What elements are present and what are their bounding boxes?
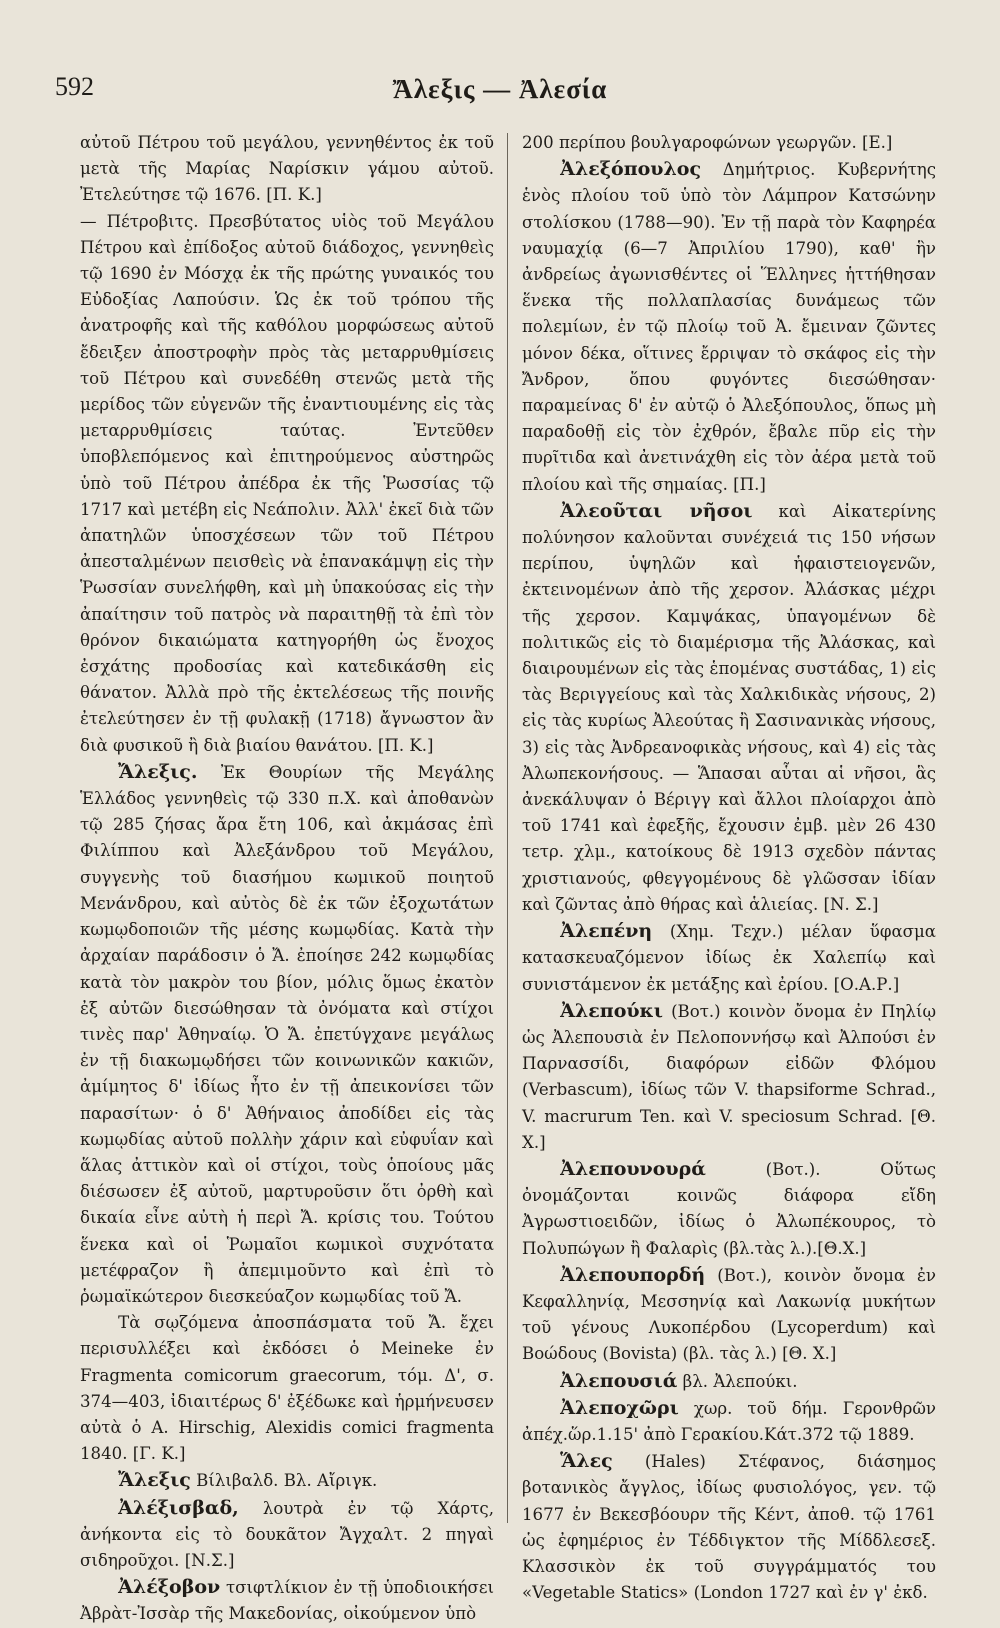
entry-text: αὐτοῦ Πέτρου τοῦ μεγάλου, γεννηθέντος ἐκ τοῦ μετὰ τῆς Μαρίας Ναρίσκιν γάμου αὐτοῦ. Ἐτελεύτησε τῷ 1676. [Π. Κ.]: [80, 133, 494, 205]
entry-headword: Ἀλεπουπορδή: [560, 1263, 706, 1286]
dictionary-entry: [522, 130, 936, 156]
dictionary-entry: [522, 1156, 936, 1262]
entry-text: — Πέτροβιτς. Πρεσβύτατος υἱὸς τοῦ Μεγάλου Πέτρου καὶ ἐπίδοξος αὐτοῦ διάδοχος, γεννηθεὶς τῷ 1690 ἐν Μόσχᾳ ἐκ τῆς πρώτης γυναικός του Εὐδοξίας Λαπούσιν. Ὡς ἐκ τοῦ τρόπου τῆς ἀνατροφῆς καὶ τῆς καθόλου μορφώσεως αὐτοῦ ἔδειξεν ἀποστροφὴν πρὸς τὰς μεταρρυθμίσεις τοῦ Πέτρου καὶ συνεδέθη στενῶς μετὰ τῆς μερίδος τῶν εὐγενῶν τῆς ἐναντιουμένης εἰς τὰς μεταρρυθμίσεις ταύτας. Ἐντεῦθεν ὑποβλεπόμενος καὶ ἐπιτηρούμενος αὐστηρῶς ὑπὸ τοῦ Πέτρου ἀπέδρα ἐκ τῆς Ῥωσσίας τῷ 1717 καὶ μετέβη εἰς Νεάπολιν. Ἀλλ' ἐκεῖ διὰ τῶν ἀπατηλῶν ὑποσχέσεων τῶν τοῦ Πέτρου ἀπεσταλμένων πεισθεὶς νὰ ἐπανακάμψῃ εἰς τὴν Ῥωσσίαν συνελήφθη, καὶ μὴ ὑπακούσας εἰς τὴν ἀπαίτησιν τοῦ πατρὸς νὰ παραιτηθῇ τὰ ἐπὶ τὸν θρόνον δικαιώματα κατηγορήθη ὡς ἔνοχος ἐσχάτης προδοσίας καὶ κατεδικάσθη εἰς θάνατον. Ἀλλὰ πρὸ τῆς ἐκτελέσεως τῆς ποινῆς ἐτελεύτησεν ἐν τῇ φυλακῇ (1718) ἄγνωστον ἂν διὰ φυσικοῦ ἢ διὰ βιαίου θανάτου. [Π. Κ.]: [80, 211, 494, 755]
dictionary-entry: [80, 130, 494, 209]
dictionary-entry: [80, 209, 494, 759]
entry-headword: Ἀλέξοβον: [118, 1576, 221, 1599]
entry-text: Τὰ σῳζόμενα ἀποσπάσματα τοῦ Ἄ. ἔχει περισυλλέξει καὶ ἐκδόσει ὁ Meineke ἐν Fragmenta comicorum graecorum, τόμ. Δ', σ. 374—403, ἰδιαιτέρως δ' ἐξέδωκε καὶ ἡρμήνευσεν αὐτὰ ὁ A. Hirschig, Alexidis comici fragmenta 1840. [Γ. Κ.]: [80, 1313, 494, 1464]
dictionary-entry: [80, 759, 494, 1310]
running-head: Ἄλεξις — Ἀλεσία: [392, 74, 608, 104]
entry-headword: Ἀλεπένη: [560, 920, 653, 943]
entry-headword: Ἀλεποχῶρι: [560, 1396, 679, 1419]
entry-text: 200 περίπου βουλγαροφώνων γεωργῶν. [Ε.]: [522, 133, 893, 152]
entry-text: (Βοτ.) κοινὸν ὄνομα ἐν Πηλίῳ ὡς Ἀλεπουσιὰ ἐν Πελοποννήσῳ καὶ Ἀλπούσι ἐν Παρνασσίδι, διαφόρων εἰδῶν Φλόμου (Verbascum), ἰδίως τῶν V. thapsiforme Schrad., V. macrurum Ten. καὶ V. speciosum Schrad. [Θ. Χ.]: [522, 1001, 936, 1152]
entry-text: βλ. Ἀλεπούκι.: [682, 1371, 798, 1391]
entry-text: Δημήτριος. Κυβερνήτης ἑνὸς πλοίου τοῦ ὑπὸ τὸν Λάμπρον Κατσώνην στολίσκου (1788—90). Ἐν τῇ παρὰ τὸν Καφηρέα ναυμαχίᾳ (6—7 Ἀπριλίου 1790), καθ' ἣν ἀνδρείως ἀγωνισθέντες οἱ Ἕλληνες ἡττήθησαν ἕνεκα τῆς πολλαπλασίας δυνάμεως τῶν πολεμίων, ἐν τῷ πλοίῳ τοῦ Ἀ. ἔμειναν ζῶντες μόνον δέκα, οἵτινες ἔρριψαν τὸ σκάφος εἰς τὴν Ἄνδρον, ὅπου φυγόντες διεσώθησαν· παραμείνας δ' ἐν αὐτῷ ὁ Ἀλεξόπουλος, ὅπως μὴ παραδοθῇ εἰς τὸν ἐχθρόν, ἔβαλε πῦρ εἰς τὴν πυρῖτιδα καὶ ἀνετινάχθη εἰς τὸν ἀέρα μετὰ τοῦ πλοίου καὶ τῆς σημαίας. [Π.]: [522, 160, 936, 494]
dictionary-entry: [80, 1467, 494, 1494]
entry-headword: Ἄλεξις.: [118, 760, 198, 783]
page-number: 592: [55, 72, 94, 101]
left-column: [80, 130, 494, 1628]
entry-text: τσιφτλίκιον ἐν τῇ ὑποδιοικήσει Ἀβρὰτ-Ἰσσὰρ τῆς Μακεδονίας, οἰκούμενον ὑπὸ: [80, 1578, 494, 1624]
entry-text: λουτρὰ ἐν τῷ Χάρτς, ἀνήκοντα εἰς τὸ δουκᾶτον Ἄγχαλτ. 2 πηγαὶ σιδηροῦχοι. [Ν.Σ.]: [80, 1498, 494, 1570]
entry-headword: Ἀλεξόπουλος: [560, 158, 702, 181]
dictionary-entry: [522, 156, 936, 498]
entry-text: (Hales) Στέφανος, διάσημος βοτανικὸς ἄγγλος, ἰδίως φυσιολόγος, γεν. τῷ 1677 ἐν Βεκεσβόουρν τῆς Κέντ, ἀποθ. τῷ 1761 ὡς ἐφημέριος ἐν Τέδδιγκτον τῆς Μίδδλεσεξ. Κλασσικὸν ἐκ τοῦ συγγράμματός του «Vegetable Statics» (London 1727 καὶ ἐν γ' ἐκδ.: [522, 1452, 936, 1603]
entry-headword: Ἀλεπούκι: [560, 999, 663, 1022]
entry-headword: Ἀλέξισβαδ,: [118, 1496, 239, 1519]
entry-text: χωρ. τοῦ δήμ. Γερονθρῶν ἀπέχ.ὥρ.1.15' ἀπὸ Γερακίου.Κάτ.372 τῷ 1889.: [522, 1398, 937, 1444]
entry-headword: Ἅλες: [560, 1450, 613, 1473]
dictionary-entry: [80, 1574, 494, 1627]
entry-text: (Χημ. Τεχν.) μέλαν ὕφασμα κατασκευαζόμενον ἰδίως ἐκ Χαλεπίῳ καὶ συνιστάμενον ἐκ μετάξης καὶ ἐρίου. [Ο.Α.Ρ.]: [522, 922, 936, 994]
dictionary-entry: [522, 1368, 936, 1395]
entry-headword: Ἀλεπουνουρά: [560, 1157, 706, 1180]
dictionary-entry: [522, 998, 936, 1156]
entry-headword: Ἀλεοῦται νῆσοι: [560, 499, 753, 522]
entry-headword: Ἀλεπουσιά: [560, 1369, 678, 1392]
dictionary-entry: [522, 1262, 936, 1368]
entry-text: (Βοτ.). Οὕτως ὀνομάζονται κοινῶς διάφορα εἴδη Ἀγρωστιοειδῶν, ἰδίως ὁ Ἀλωπέκουρος, τὸ Πολυπώγων ἢ Φαλαρὶς (βλ.τὰς λ.).[Θ.Χ.]: [522, 1159, 936, 1258]
dictionary-entry: [80, 1310, 494, 1467]
entry-text: καὶ Αἰκατερίνης πολύνησον καλοῦνται συνέχειά τις 150 νήσων περίπου, ὑψηλῶν καὶ ἡφαιστειογενῶν, ἐκτεινομένων ἀπὸ τῆς χερσον. Ἀλάσκας μέχρι τῆς χερσον. Καμψάκας, ὑπαγομένων δὲ πολιτικῶς εἰς τὸ διαμέρισμα τῆς Ἀλάσκας, καὶ διαιρουμένων εἰς τὰς ἑπομένας συστάδας, 1) εἰς τὰς Βεριγγείους καὶ τὰς Χαλκιδικὰς νήσους, 2) εἰς τὰς κυρίως Ἀλεούτας ἢ Σασινανικὰς νήσους, 3) εἰς τὰς Ἀνδρεανοφικὰς νήσους, καὶ 4) εἰς τὰς Ἀλωπεκονήσους. — Ἅπασαι αὗται αἱ νῆσοι, ἃς ἀνεκάλυψαν ὁ Βέριγγ καὶ ἄλλοι πλοίαρχοι ἀπὸ τοῦ 1741 καὶ ἐφεξῆς, ἔχουσιν ἐμβ. μὲν 26 430 τετρ. χλμ., κατοίκους δὲ 1913 σχεδὸν πάντας χριστιανούς, φθεγγομένους δὲ γλῶσσαν ἰδίαν καὶ ζῶντας ἀπὸ θήρας καὶ ἁλιείας. [Ν. Σ.]: [522, 501, 936, 914]
dictionary-entry: [522, 498, 936, 918]
entry-text: (Βοτ.), κοινὸν ὄνομα ἐν Κεφαλληνίᾳ, Μεσσηνίᾳ καὶ Λακωνίᾳ μυκήτων τοῦ γένους Λυκοπέρδου (Lycoperdum) καὶ Βοώδους (Bovista) (βλ. τὰς λ.) [Θ. Χ.]: [522, 1265, 936, 1364]
entry-text: Ἐκ Θουρίων τῆς Μεγάλης Ἑλλάδος γεννηθεὶς τῷ 330 π.Χ. καὶ ἀποθανὼν τῷ 285 ζήσας ἄρα ἔτη 106, καὶ ἀκμάσας ἐπὶ Φιλίππου καὶ Ἀλεξάνδρου τοῦ Μεγάλου, συγγενὴς τοῦ διασήμου κωμικοῦ ποιητοῦ Μενάνδρου, καὶ αὐτὸς δὲ ἐκ τῶν ἐξοχωτάτων κωμῳδοποιῶν τῆς μέσης κωμῳδίας. Κατὰ τὴν ἀρχαίαν παράδοσιν ὁ Ἄ. ἐποίησε 242 κωμῳδίας κατὰ τὸν μακρὸν του βίον, μόλις ὅμως ἐκατὸν ἐξ αὐτῶν διεσώθησαν τὰ ὀνόματα καὶ στίχοι τινὲς παρ' Ἀθηναίῳ. Ὁ Ἄ. ἐπετύγχανε μεγάλως ἐν τῇ διακωμῳδήσει τῶν κοινωνικῶν κακιῶν, ἀμίμητος δ' ἰδίως ἦτο ἐν τῇ ἀπεικονίσει τῶν παρασίτων· ὁ δ' Ἀθήναιος ἀποδίδει εἰς τὰς κωμῳδίας αὐτοῦ πολλὴν χάριν καὶ εὐφυΐαν καὶ ἅλας ἀττικὸν καὶ οἱ στίχοι, τοὺς ὁποίους μᾶς διέσωσεν ἐξ αὐτοῦ, μαρτυροῦσιν ὅτι ὀρθὴ καὶ δικαία εἶνε αὐτὴ ἡ περὶ Ἄ. κρίσις του. Τούτου ἕνεκα καὶ οἱ Ῥωμαῖοι κωμικοὶ συχνότατα μετέφραζον ἢ ἀπεμιμοῦντο καὶ ἐπὶ τὸ ῥωμαϊκώτερον διεσκεύαζον κωμῳδίας τοῦ Ἄ.: [80, 762, 494, 1306]
right-column: [522, 130, 936, 1606]
entry-headword: Ἄλεξις: [118, 1469, 191, 1492]
column-divider: [507, 133, 508, 1523]
dictionary-entry: [522, 918, 936, 998]
dictionary-entry: [80, 1495, 494, 1575]
dictionary-entry: [522, 1448, 936, 1606]
entry-text: Βίλιβαλδ. Βλ. Αἴριγκ.: [196, 1471, 378, 1491]
dictionary-entry: [522, 1395, 936, 1448]
